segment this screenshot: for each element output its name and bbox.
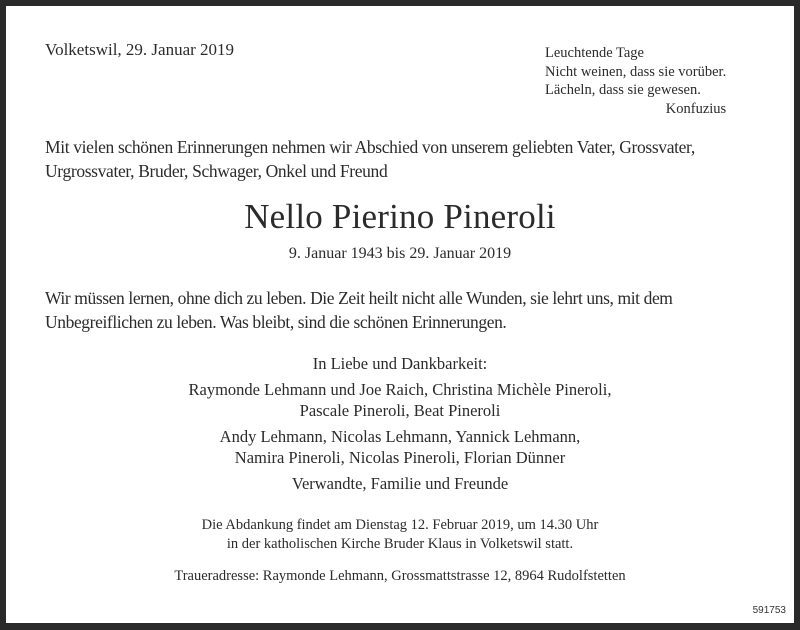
place-date: Volketswil, 29. Januar 2019: [45, 40, 235, 59]
quote-line: Nicht weinen, dass sie vorüber.: [545, 63, 727, 80]
quote-line: Lächeln, dass sie gewesen.: [545, 82, 701, 98]
intro-text: Mit vielen schönen Erinnerungen nehmen wir Abschied von unserem geliebten Vater, Grossvater, Urgrossvater, Bruder, Schwager, Onkel und Freund: [45, 137, 695, 181]
memorial-saying: Wir müssen lernen, ohne dich zu leben. Die Zeit heilt nicht alle Wunden, sie lehrt uns, mit dem Unbegreiflichen zu leben. Was bleibt, sind die schönen Erinnerungen.: [45, 288, 673, 332]
mourners-line: Verwandte, Familie und Freunde: [291, 474, 509, 493]
quote-author: Konfuzius: [665, 100, 727, 117]
mourners-block: [6, 353, 794, 499]
mourners-group: [6, 473, 794, 494]
quote-line: Leuchtende Tage: [545, 45, 644, 61]
ceremony-info: [6, 516, 794, 554]
ceremony-line: Die Abdankung findet am Dienstag 12. Februar 2019, um 14.30 Uhr: [201, 517, 599, 533]
mourners-line: Namira Pineroli, Nicolas Pineroli, Florian Dünner: [234, 448, 566, 467]
obituary-notice: [6, 6, 794, 623]
quote-block: [545, 44, 726, 118]
deceased-name: Nello Pierino Pineroli: [244, 197, 556, 236]
mourners-heading: In Liebe und Dankbarkeit:: [312, 354, 488, 373]
ad-number: 591753: [752, 605, 786, 616]
mourning-address: Traueradresse: Raymonde Lehmann, Grossmattstrasse 12, 8964 Rudolfstetten: [174, 568, 626, 584]
ceremony-line: in der katholischen Kirche Bruder Klaus in Volketswil statt.: [226, 536, 574, 552]
mourners-group: [6, 379, 794, 421]
life-dates: 9. Januar 1943 bis 29. Januar 2019: [288, 245, 512, 262]
mourners-line: Andy Lehmann, Nicolas Lehmann, Yannick Lehmann,: [219, 427, 581, 446]
mourners-group: [6, 426, 794, 468]
mourners-line: Pascale Pineroli, Beat Pineroli: [299, 401, 501, 420]
mourners-line: Raymonde Lehmann und Joe Raich, Christina Michèle Pineroli,: [188, 380, 612, 399]
